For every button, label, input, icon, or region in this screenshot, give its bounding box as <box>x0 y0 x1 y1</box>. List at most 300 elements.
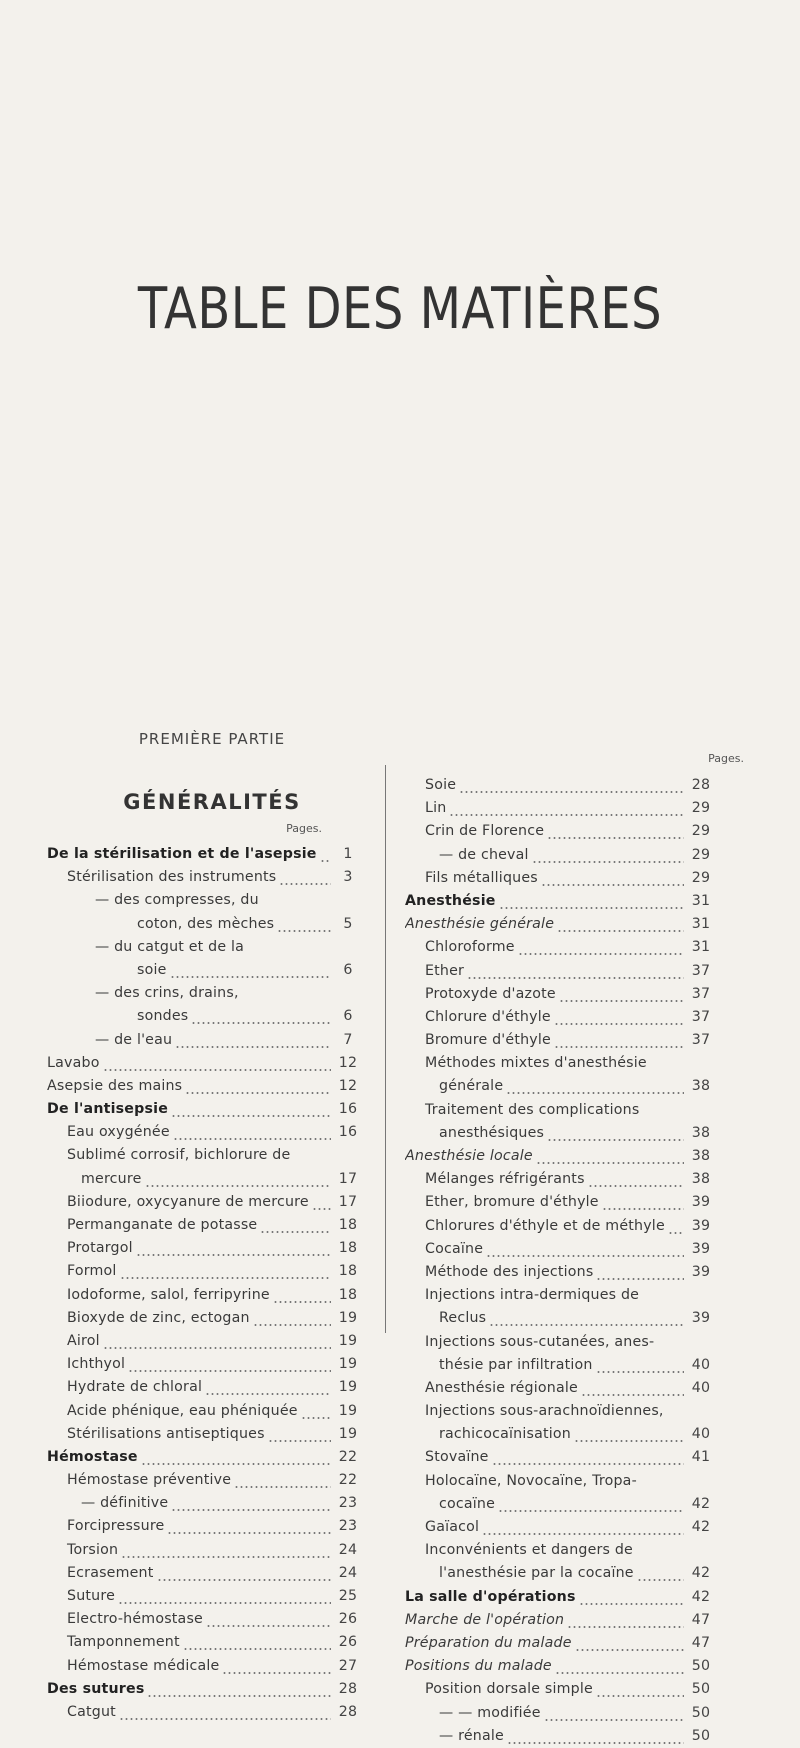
dot-leader <box>559 983 684 1006</box>
dot-leader <box>171 1492 331 1515</box>
toc-entry <box>405 1562 714 1585</box>
toc-entry-title: De la stérilisation et de l'asepsie <box>47 846 317 862</box>
toc-entry-title: Gaïacol <box>425 1519 480 1535</box>
toc-entry <box>405 1446 714 1469</box>
toc-entry <box>47 1539 361 1562</box>
dot-leader <box>183 1631 331 1654</box>
toc-entry-title: Reclus <box>439 1310 487 1327</box>
toc-entry-title: Stérilisations antiseptiques <box>67 1425 265 1442</box>
dot-leader <box>119 1701 331 1724</box>
toc-entry-title: Des sutures <box>47 1680 145 1697</box>
toc-entry-page: 42 <box>691 1588 711 1605</box>
toc-entry-title: Fils métalliques <box>425 869 538 886</box>
toc-entry-title: Hémostase <box>47 1448 138 1465</box>
dot-leader <box>574 1423 684 1446</box>
toc-entry-title: Catgut <box>67 1703 116 1720</box>
toc-entry-page: 22 <box>338 1448 358 1465</box>
toc-entry <box>47 1446 361 1469</box>
toc-entry-page: 50 <box>691 1727 711 1744</box>
toc-entry <box>47 1121 361 1144</box>
dot-leader <box>121 1539 331 1562</box>
toc-entry-title: — de l'eau <box>95 1031 173 1048</box>
dot-leader <box>482 1516 684 1539</box>
toc-entry-title: Hémostase préventive <box>67 1472 232 1489</box>
toc-entry <box>47 1353 361 1376</box>
toc-entry <box>405 1377 714 1400</box>
toc-list-left <box>47 843 361 1724</box>
toc-entry-title: Protoxyde d'azote <box>425 985 556 1002</box>
toc-entry <box>405 1470 714 1493</box>
toc-entry <box>405 1238 714 1261</box>
toc-entry-title: l'anesthésie par la cocaïne <box>439 1565 634 1582</box>
column-divider <box>385 765 386 1333</box>
toc-entry <box>405 1354 714 1377</box>
toc-entry-title: Acide phénique, eau phéniquée <box>67 1402 298 1419</box>
toc-entry <box>405 1029 714 1052</box>
toc-entry-title: Biiodure, oxycyanure de mercure <box>67 1193 309 1210</box>
toc-entry <box>405 1586 714 1609</box>
toc-entry <box>47 1075 361 1098</box>
toc-entry-title: — des compresses, du <box>95 892 259 909</box>
toc-entry-title: Eau oxygénée <box>67 1124 170 1141</box>
toc-entry-page: 37 <box>691 1032 711 1049</box>
toc-entry-title: Ichthyol <box>67 1356 126 1373</box>
toc-entry-title: Iodoforme, salol, ferripyrine <box>67 1286 270 1303</box>
dot-leader <box>499 890 684 913</box>
toc-entry <box>405 983 714 1006</box>
dot-leader <box>554 1006 684 1029</box>
toc-entry-page: 29 <box>691 823 711 840</box>
toc-entry-title: Formol <box>67 1263 117 1280</box>
dot-leader <box>579 1586 684 1609</box>
dot-leader <box>120 1260 331 1283</box>
toc-entry <box>405 1284 714 1307</box>
dot-leader <box>206 1608 331 1631</box>
toc-entry-page: 39 <box>691 1263 711 1280</box>
toc-entry-title: Inconvénients et dangers de <box>425 1542 633 1559</box>
toc-entry-title: anesthésiques <box>439 1124 545 1141</box>
toc-entry-page: 37 <box>691 985 711 1002</box>
toc-entry <box>405 1609 714 1632</box>
toc-entry <box>405 1099 714 1122</box>
dot-leader <box>596 1678 684 1701</box>
toc-entry-page: 23 <box>338 1518 358 1535</box>
toc-entry <box>47 959 361 982</box>
toc-entry <box>47 936 361 959</box>
dot-leader <box>596 1261 684 1284</box>
dot-leader <box>596 1354 684 1377</box>
toc-entry <box>405 1215 714 1238</box>
toc-entry <box>405 1331 714 1354</box>
toc-entry-title: Permanganate de potasse <box>67 1217 258 1233</box>
toc-entry-title: Anesthésie <box>405 892 496 909</box>
dot-leader <box>555 1655 684 1678</box>
toc-entry-page: 6 <box>343 961 353 978</box>
toc-entry <box>47 1655 361 1678</box>
toc-entry-page: 40 <box>691 1379 711 1396</box>
toc-entry-page: 27 <box>338 1657 358 1674</box>
dot-leader <box>141 1446 331 1469</box>
dot-leader <box>506 1075 684 1098</box>
toc-entry-title: Bioxyde de zinc, ectogan <box>67 1309 250 1326</box>
toc-entry-page: 28 <box>691 777 711 793</box>
toc-entry-page: 38 <box>691 1148 711 1164</box>
pages-header-right: Pages. <box>708 752 744 765</box>
dot-leader <box>191 1005 331 1028</box>
toc-entry-page: 26 <box>338 1611 358 1628</box>
toc-entry-title: Injections sous-arachnoïdiennes, <box>425 1403 664 1420</box>
toc-entry-title: — des crins, drains, <box>95 985 239 1002</box>
toc-entry-page: 12 <box>338 1054 358 1071</box>
toc-entry-title: Hydrate de chloral <box>67 1379 203 1396</box>
toc-entry <box>47 1098 361 1121</box>
toc-entry-page: 26 <box>338 1634 358 1651</box>
toc-entry <box>405 1493 714 1516</box>
toc-entry-title: mercure <box>81 1170 142 1187</box>
toc-entry <box>47 1237 361 1260</box>
toc-entry-title: Positions du malade <box>405 1658 552 1675</box>
dot-leader <box>145 1168 331 1191</box>
toc-entry <box>47 1052 361 1075</box>
toc-entry-page: 29 <box>691 869 711 886</box>
toc-entry <box>405 936 714 959</box>
toc-entry-page: 42 <box>691 1519 711 1535</box>
toc-entry-title: cocaïne <box>439 1495 496 1512</box>
dot-leader <box>185 1075 331 1098</box>
toc-entry <box>405 1307 714 1330</box>
toc-entry-page: 7 <box>343 1031 353 1048</box>
toc-entry <box>47 982 361 1005</box>
toc-entry-title: Airol <box>67 1332 100 1349</box>
toc-entry-title: Holocaïne, Novocaïne, Tropa- <box>425 1472 637 1489</box>
section-label: GÉNÉRALITÉS <box>123 790 301 814</box>
toc-entry-title: Suture <box>67 1588 116 1604</box>
toc-entry <box>405 960 714 983</box>
dot-leader <box>498 1493 684 1516</box>
dot-leader <box>118 1585 331 1608</box>
toc-entry-title: Sublimé corrosif, bichlorure de <box>67 1147 291 1164</box>
dot-leader <box>459 774 684 797</box>
toc-entry-page: 39 <box>691 1310 711 1327</box>
toc-entry-title: Chlorures d'éthyle et de méthyle <box>425 1217 665 1234</box>
toc-entry-page: 47 <box>691 1611 711 1628</box>
dot-leader <box>507 1725 684 1748</box>
dot-leader <box>273 1284 331 1307</box>
dot-leader <box>268 1423 331 1446</box>
dot-leader <box>320 843 331 866</box>
toc-entry-page: 50 <box>691 1681 711 1698</box>
toc-entry <box>47 866 361 889</box>
toc-entry-page: 16 <box>338 1124 358 1141</box>
toc-entry <box>405 774 714 797</box>
dot-leader <box>173 1121 331 1144</box>
toc-entry-title: Méthodes mixtes d'anesthésie <box>425 1055 647 1072</box>
toc-entry <box>47 913 361 936</box>
toc-entry-title: Méthode des injections <box>425 1263 594 1280</box>
toc-entry-page: 39 <box>691 1240 711 1257</box>
toc-list-right <box>405 774 714 1748</box>
pages-header-left: Pages. <box>286 822 322 835</box>
toc-entry-page: 50 <box>691 1704 711 1721</box>
toc-entry <box>405 1655 714 1678</box>
toc-entry-page: 24 <box>338 1564 358 1581</box>
toc-entry <box>47 1608 361 1631</box>
toc-entry-page: 25 <box>338 1588 358 1604</box>
toc-entry <box>405 1006 714 1029</box>
toc-entry <box>405 1145 714 1168</box>
dot-leader <box>467 960 684 983</box>
toc-entry-page: 5 <box>343 915 353 932</box>
dot-leader <box>541 867 684 890</box>
toc-entry-page: 29 <box>691 846 711 863</box>
toc-entry-title: Chloroforme <box>425 939 515 956</box>
toc-entry-page: 19 <box>338 1309 358 1326</box>
toc-entry-page: 19 <box>338 1425 358 1442</box>
dot-leader <box>581 1377 684 1400</box>
toc-entry-page: 12 <box>338 1077 358 1094</box>
toc-entry <box>405 1678 714 1701</box>
toc-entry <box>405 1423 714 1446</box>
toc-entry <box>47 889 361 912</box>
toc-entry <box>405 1261 714 1284</box>
toc-entry <box>405 1400 714 1423</box>
toc-entry-title: Ether <box>425 962 465 979</box>
toc-entry-title: Cocaïne <box>425 1240 484 1257</box>
toc-entry <box>405 1075 714 1098</box>
toc-entry-page: 39 <box>691 1217 711 1234</box>
toc-entry <box>405 797 714 820</box>
toc-entry-title: Torsion <box>67 1541 119 1558</box>
toc-entry-title: Protargol <box>67 1240 133 1257</box>
toc-entry-page: 31 <box>691 916 711 933</box>
dot-leader <box>492 1446 684 1469</box>
toc-entry <box>405 1539 714 1562</box>
dot-leader <box>557 913 684 936</box>
toc-entry-page: 50 <box>691 1658 711 1675</box>
dot-leader <box>205 1376 331 1399</box>
toc-entry-page: 42 <box>691 1495 711 1512</box>
toc-entry-page: 24 <box>338 1541 358 1558</box>
toc-entry-page: 22 <box>338 1472 358 1489</box>
dot-leader <box>544 1702 684 1725</box>
dot-leader <box>253 1307 331 1330</box>
toc-entry-page: 38 <box>691 1171 711 1188</box>
dot-leader <box>171 1098 331 1121</box>
toc-entry-title: Crin de Florence <box>425 823 545 840</box>
part-label: PREMIÈRE PARTIE <box>138 730 286 748</box>
dot-leader <box>128 1353 331 1376</box>
dot-leader <box>588 1168 684 1191</box>
dot-leader <box>668 1215 684 1238</box>
dot-leader <box>279 866 331 889</box>
toc-entry-title: Lavabo <box>47 1054 100 1071</box>
toc-entry-title: Anesthésie locale <box>405 1148 533 1164</box>
dot-leader <box>637 1562 684 1585</box>
dot-leader <box>567 1609 684 1632</box>
dot-leader <box>518 936 684 959</box>
toc-entry-title: — définitive <box>81 1495 169 1512</box>
toc-entry-page: 18 <box>338 1286 358 1303</box>
toc-entry <box>405 1122 714 1145</box>
toc-entry-title: sondes <box>137 1008 189 1025</box>
dot-leader <box>136 1237 331 1260</box>
toc-entry-page: 41 <box>691 1449 711 1466</box>
toc-entry-page: 31 <box>691 939 711 956</box>
toc-entry-page: 37 <box>691 1008 711 1025</box>
toc-entry-title: Ecrasement <box>67 1564 154 1581</box>
toc-entry-title: Marche de l'opération <box>405 1611 565 1628</box>
toc-entry-page: 28 <box>338 1680 358 1697</box>
dot-leader <box>175 1029 331 1052</box>
toc-entry <box>405 1191 714 1214</box>
toc-entry <box>405 1725 714 1748</box>
toc-entry-title: Stovaïne <box>425 1449 489 1466</box>
toc-entry <box>47 843 361 866</box>
toc-entry-title: Anesthésie régionale <box>425 1379 578 1396</box>
dot-leader <box>532 844 684 867</box>
toc-entry <box>405 1632 714 1655</box>
toc-entry-title: soie <box>137 961 167 978</box>
toc-entry <box>47 1701 361 1724</box>
toc-entry <box>47 1469 361 1492</box>
toc-entry <box>47 1492 361 1515</box>
toc-entry-page: 42 <box>691 1565 711 1582</box>
dot-leader <box>167 1515 331 1538</box>
dot-leader <box>147 1678 331 1701</box>
dot-leader <box>222 1655 331 1678</box>
toc-entry-title: rachicocaïnisation <box>439 1426 571 1443</box>
toc-entry-page: 6 <box>343 1008 353 1025</box>
toc-entry <box>47 1307 361 1330</box>
dot-leader <box>170 959 331 982</box>
toc-entry <box>47 1585 361 1608</box>
dot-leader <box>234 1469 331 1492</box>
toc-entry-title: — du catgut et de la <box>95 938 245 955</box>
toc-entry-title: Chlorure d'éthyle <box>425 1008 551 1025</box>
dot-leader <box>260 1214 331 1237</box>
toc-entry-title: Préparation du malade <box>405 1634 572 1651</box>
toc-entry-page: 1 <box>343 846 353 862</box>
toc-entry-page: 17 <box>338 1170 358 1187</box>
toc-entry <box>405 1702 714 1725</box>
toc-entry <box>47 1423 361 1446</box>
dot-leader <box>536 1145 684 1168</box>
toc-entry-title: Traitement des complications <box>425 1101 640 1118</box>
toc-entry-page: 19 <box>338 1402 358 1419</box>
toc-entry <box>47 1284 361 1307</box>
toc-entry-page: 38 <box>691 1078 711 1095</box>
toc-entry-page: 40 <box>691 1426 711 1443</box>
toc-entry-page: 40 <box>691 1356 711 1373</box>
toc-entry <box>47 1678 361 1701</box>
toc-entry-page: 38 <box>691 1124 711 1141</box>
dot-leader <box>547 1122 684 1145</box>
toc-entry-page: 23 <box>338 1495 358 1512</box>
toc-entry-title: De l'antisepsie <box>47 1101 169 1118</box>
toc-entry <box>47 1005 361 1028</box>
dot-leader <box>301 1400 331 1423</box>
toc-entry-title: Forcipressure <box>67 1518 165 1535</box>
toc-entry-title: Injections sous-cutanées, anes- <box>425 1333 655 1350</box>
toc-entry-title: Electro-hémostase <box>67 1611 203 1628</box>
toc-entry <box>405 1516 714 1539</box>
toc-entry-page: 39 <box>691 1194 711 1211</box>
toc-entry-title: thésie par infiltration <box>439 1356 593 1373</box>
dot-leader <box>575 1632 684 1655</box>
dot-leader <box>157 1562 331 1585</box>
toc-entry-title: Bromure d'éthyle <box>425 1032 551 1049</box>
toc-entry-page: 18 <box>338 1217 358 1233</box>
toc-entry-title: — — modifiée <box>439 1704 541 1721</box>
toc-entry-page: 19 <box>338 1332 358 1349</box>
toc-entry <box>47 1144 361 1167</box>
toc-entry <box>47 1214 361 1237</box>
toc-entry-title: Asepsie des mains <box>47 1077 183 1094</box>
toc-entry-title: Injections intra-dermiques de <box>425 1287 640 1304</box>
toc-entry <box>405 1052 714 1075</box>
dot-leader <box>489 1307 684 1330</box>
toc-entry-title: Ether, bromure d'éthyle <box>425 1194 599 1211</box>
toc-entry-title: Stérilisation des instruments <box>67 869 277 886</box>
toc-entry <box>405 844 714 867</box>
toc-entry <box>405 913 714 936</box>
toc-entry-page: 28 <box>338 1703 358 1720</box>
toc-entry-title: Soie <box>425 777 457 793</box>
toc-entry <box>405 1168 714 1191</box>
toc-entry-title: Hémostase médicale <box>67 1657 220 1674</box>
toc-entry <box>47 1400 361 1423</box>
toc-entry <box>47 1330 361 1353</box>
dot-leader <box>554 1029 684 1052</box>
toc-entry-title: Tamponnement <box>67 1634 180 1651</box>
toc-entry <box>47 1191 361 1214</box>
toc-entry-title: La salle d'opérations <box>405 1588 576 1605</box>
toc-entry-page: 19 <box>338 1379 358 1396</box>
dot-leader <box>312 1191 331 1214</box>
toc-entry <box>47 1515 361 1538</box>
toc-entry-title: Lin <box>425 800 447 817</box>
toc-entry-title: générale <box>439 1078 504 1095</box>
toc-entry-title: — de cheval <box>439 846 529 863</box>
toc-entry-title: coton, des mèches <box>137 915 275 932</box>
toc-entry-page: 18 <box>338 1240 358 1257</box>
toc-entry-title: — rénale <box>439 1727 504 1744</box>
dot-leader <box>486 1238 684 1261</box>
dot-leader <box>547 820 684 843</box>
dot-leader <box>277 913 331 936</box>
toc-entry-page: 17 <box>338 1193 358 1210</box>
toc-entry <box>47 1376 361 1399</box>
toc-entry <box>47 1631 361 1654</box>
page-title: TABLE DES MATIÈRES <box>137 276 663 343</box>
toc-entry <box>47 1168 361 1191</box>
toc-entry-page: 47 <box>691 1634 711 1651</box>
toc-entry-page: 16 <box>338 1101 358 1118</box>
toc-entry-page: 37 <box>691 962 711 979</box>
dot-leader <box>449 797 684 820</box>
toc-entry-page: 31 <box>691 892 711 909</box>
dot-leader <box>103 1330 331 1353</box>
toc-entry-title: Position dorsale simple <box>425 1681 593 1698</box>
toc-entry <box>405 820 714 843</box>
toc-entry <box>47 1029 361 1052</box>
toc-entry <box>47 1562 361 1585</box>
toc-entry <box>405 867 714 890</box>
toc-entry-page: 18 <box>338 1263 358 1280</box>
toc-entry-page: 29 <box>691 800 711 817</box>
toc-entry <box>47 1260 361 1283</box>
toc-entry <box>405 890 714 913</box>
